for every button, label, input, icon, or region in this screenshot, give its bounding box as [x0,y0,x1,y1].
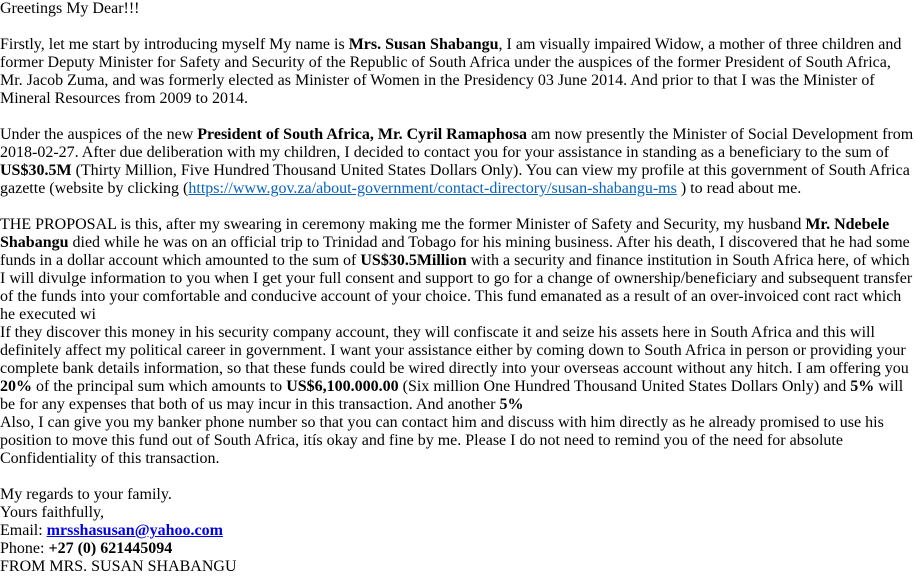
fund-amount: US$30.5Million [360,252,467,269]
another-percent: 5% [499,396,524,413]
email-line [0,522,915,540]
offer-amount: US$6,100.000.00 [286,378,399,395]
text: (Six million One Hundred Thousand United States Dollars Only) and [398,378,851,395]
closing: Yours faithfully, [0,504,105,521]
paragraph-proposal [0,216,915,324]
sender-signature: FROM MRS. SUSAN SHABANGU [0,558,237,575]
paragraph-current-position [0,126,915,198]
text: (Thirty Million, Five Hundred Thousand United States Dollars Only). You can view my profile at this government of South Africa gazette (website by clicking ( [0,162,910,197]
signature-block [0,486,915,576]
expenses-percent: 5% [850,378,875,395]
president-name: President of South Africa, Mr. Cyril Ramaphosa [197,126,528,143]
regards: My regards to your family. [0,486,172,503]
text: will be for any expenses that both of us may incur in this transaction. And another [0,378,904,413]
sender-name: Mrs. Susan Shabangu [348,36,499,53]
text: with a security and finance institution in South Africa here, of which I will divulge information to you when I get your full consent and support to go for a change of ownership/beneficiary and subsequent transfer of the funds into your comfortable and conducive account of your choice. This fund emanated as a result of an over-invoiced cont ract which he executed wi [0,252,913,323]
paragraph-banker: Also, I can give you my banker phone number so that you can contact him and discuss with him directly as he already promised to use his position to move this fund out of South Africa, itís okay and fine by me. Please I do not need to remind you of the need for absolute Confidentiality of this transaction. [0,414,884,467]
husband-name: Mr. Ndebele Shabangu [0,216,890,251]
paragraph-offer [0,324,915,414]
phone-line [0,540,915,558]
sum-amount: US$30.5M [0,162,72,179]
paragraph-introduction [0,36,915,108]
profile-link[interactable]: https://www.gov.za/about-government/contact-directory/susan-shabangu-ms [188,180,677,197]
text: THE PROPOSAL is this, after my swearing in ceremony making me the former Minister of Safety and Security, my husband [0,216,806,233]
text: of the principal sum which amounts to [32,378,287,395]
email-label: Email: [0,522,47,539]
phone-label: Phone: [0,540,49,557]
greeting: Greetings My Dear!!! [0,0,140,17]
phone-number: +27 (0) 621445094 [48,540,173,557]
text: If they discover this money in his security company account, they will confiscate it and seize his assets here in South Africa and this will definitely affect my political career in government. I want your assistance either by coming down to South Africa in person or providing your complete bank details information, so that these funds could be wired directly into your overseas account without any hitch. I am offering you [0,324,909,377]
text: Under the auspices of the new [0,126,198,143]
offer-percent: 20% [0,378,32,395]
text: Firstly, let me start by introducing myself My name is [0,36,349,53]
text: died while he was on an official trip to Trinidad and Tobago for his mining business. After his death, I discovered that he had some funds in a dollar account which amounted to the sum of [0,234,910,269]
text: ) to read about me. [676,180,802,197]
text: am now presently the Minister of Social Development from 2018-02-27. After due deliberation with my children, I decided to contact you for your assistance in standing as a beneficiary to the sum of [0,126,914,161]
text: , I am visually impaired Widow, a mother of three children and former Deputy Minister for Safety and Security of the Republic of South Africa under the auspices of the former President of South Africa, Mr. Jacob Zuma, and was formerly elected as Minister of Women in the Presidency 03 June 2014. And prior to that I was the Minister of Mineral Resources from 2009 to 2014. [0,36,902,107]
email-link[interactable]: mrsshasusan@yahoo.com [46,522,223,539]
